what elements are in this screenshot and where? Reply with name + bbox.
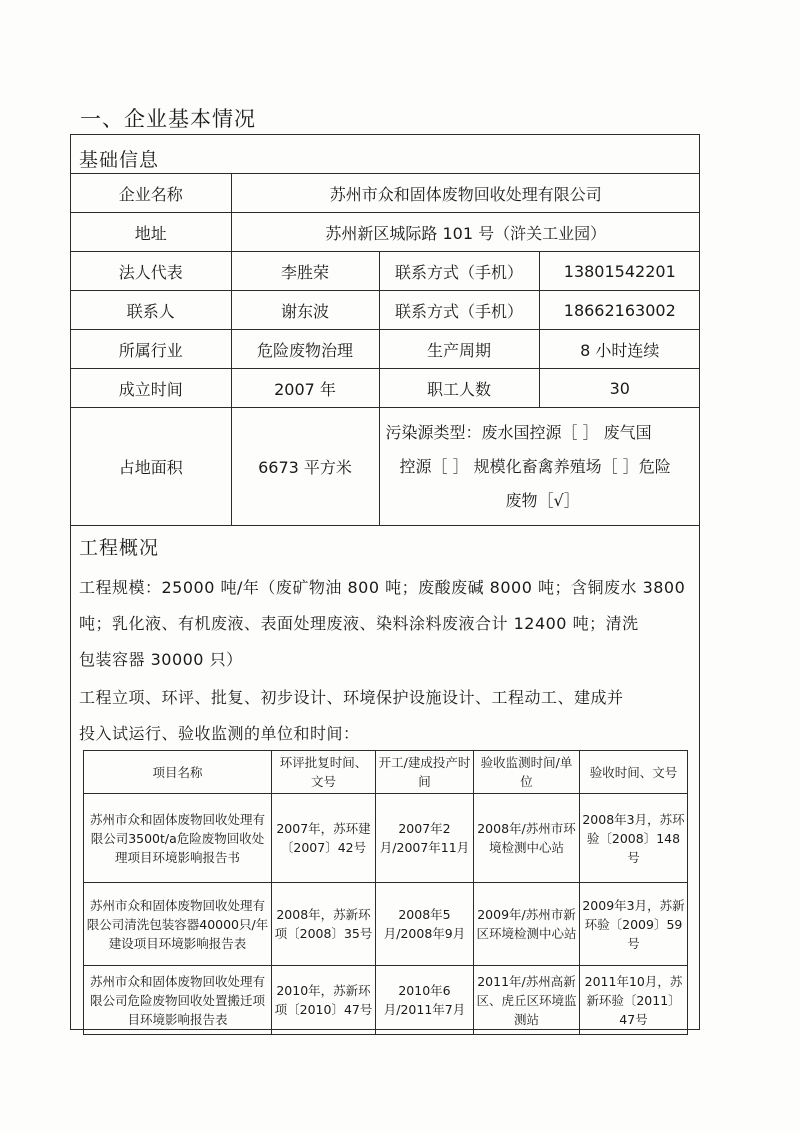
column-header: 项目名称 [84, 751, 272, 794]
table-row [71, 369, 700, 408]
table-row [71, 291, 700, 330]
basic-info-table [71, 173, 700, 526]
legal-rep-phone-label: 联系方式（手机） [379, 252, 539, 291]
contact-phone-value: 18662163002 [539, 291, 700, 330]
table-header-row [84, 751, 688, 794]
production-cycle-value: 8 小时连续 [539, 330, 700, 369]
employees-label: 职工人数 [379, 369, 539, 408]
legal-rep-phone-value: 13801542201 [539, 252, 700, 291]
table-cell: 2010年，苏新环项〔2010〕47号 [272, 966, 376, 1035]
column-header: 验收监测时间/单位 [474, 751, 580, 794]
table-row [71, 408, 700, 526]
timeline-line: 工程立项、环评、批复、初步设计、环境保护设施设计、工程动工、建成并 [79, 688, 624, 707]
table-cell: 苏州市众和固体废物回收处理有限公司3500t/a危险废物回收处理项目环境影响报告书 [84, 794, 272, 883]
legal-rep-value: 李胜荣 [231, 252, 379, 291]
table-cell: 苏州市众和固体废物回收处理有限公司清洗包装容器40000只/年建设项目环境影响报告表 [84, 883, 272, 966]
info-frame [70, 134, 700, 1030]
table-row [84, 794, 688, 883]
table-row [71, 174, 700, 213]
basic-info-header: 基础信息 [79, 149, 160, 171]
scale-line: 工程规模：25000 吨/年（废矿物油 800 吨；废酸废碱 8000 吨；含铜废水 3800 [79, 578, 686, 597]
industry-value: 危险废物治理 [231, 330, 379, 369]
table-cell: 2008年5月/2008年9月 [376, 883, 474, 966]
contact-value: 谢东波 [231, 291, 379, 330]
section-title: 一、企业基本情况 [80, 107, 256, 131]
project-table [83, 750, 688, 1035]
table-row [71, 330, 700, 369]
table-cell: 2011年10月，苏新环验〔2011〕47号 [580, 966, 688, 1035]
table-cell: 2011年/苏州高新区、虎丘区环境监测站 [474, 966, 580, 1035]
table-row [84, 966, 688, 1035]
company-name-label: 企业名称 [71, 174, 231, 213]
table-cell: 2009年/苏州市新区环境检测中心站 [474, 883, 580, 966]
table-cell: 2008年，苏新环项〔2008〕35号 [272, 883, 376, 966]
table-row [84, 883, 688, 966]
table-cell: 2010年6月/2011年7月 [376, 966, 474, 1035]
table-row [71, 213, 700, 252]
table-cell: 2007年，苏环建〔2007〕42号 [272, 794, 376, 883]
table-row [71, 252, 700, 291]
scale-line: 包装容器 30000 只） [79, 650, 243, 669]
address-value: 苏州新区城际路 101 号（浒关工业园） [231, 213, 700, 252]
company-name-value: 苏州市众和固体废物回收处理有限公司 [231, 174, 700, 213]
column-header: 验收时间、文号 [580, 751, 688, 794]
industry-label: 所属行业 [71, 330, 231, 369]
founded-value: 2007 年 [231, 369, 379, 408]
table-cell: 2009年3月，苏新环验〔2009〕59号 [580, 883, 688, 966]
legal-rep-label: 法人代表 [71, 252, 231, 291]
timeline-line: 投入试运行、验收监测的单位和时间： [79, 724, 360, 743]
area-value: 6673 平方米 [231, 408, 379, 526]
pollution-line: 污染源类型：废水国控源［ ］ 废气国 [385, 422, 652, 442]
table-cell: 2008年3月，苏环验〔2008〕148号 [580, 794, 688, 883]
table-cell: 苏州市众和固体废物回收处理有限公司危险废物回收处置搬迁项目环境影响报告表 [84, 966, 272, 1035]
scale-line: 吨；乳化液、有机废液、表面处理废液、染料涂料废液合计 12400 吨；清洗 [79, 614, 639, 633]
contact-phone-label: 联系方式（手机） [379, 291, 539, 330]
column-header: 环评批复时间、文号 [272, 751, 376, 794]
area-label: 占地面积 [71, 408, 231, 526]
table-cell: 2008年/苏州市环境检测中心站 [474, 794, 580, 883]
table-cell: 2007年2月/2007年11月 [376, 794, 474, 883]
overview-header: 工程概况 [79, 537, 160, 559]
pollution-line: 控源［ ］ 规模化畜禽养殖场［ ］危险 [399, 456, 671, 476]
employees-value: 30 [539, 369, 700, 408]
column-header: 开工/建成投产时间 [376, 751, 474, 794]
address-label: 地址 [71, 213, 231, 252]
founded-label: 成立时间 [71, 369, 231, 408]
pollution-line: 废物［√］ [505, 490, 580, 510]
pollution-source-cell [379, 408, 700, 526]
contact-label: 联系人 [71, 291, 231, 330]
production-cycle-label: 生产周期 [379, 330, 539, 369]
